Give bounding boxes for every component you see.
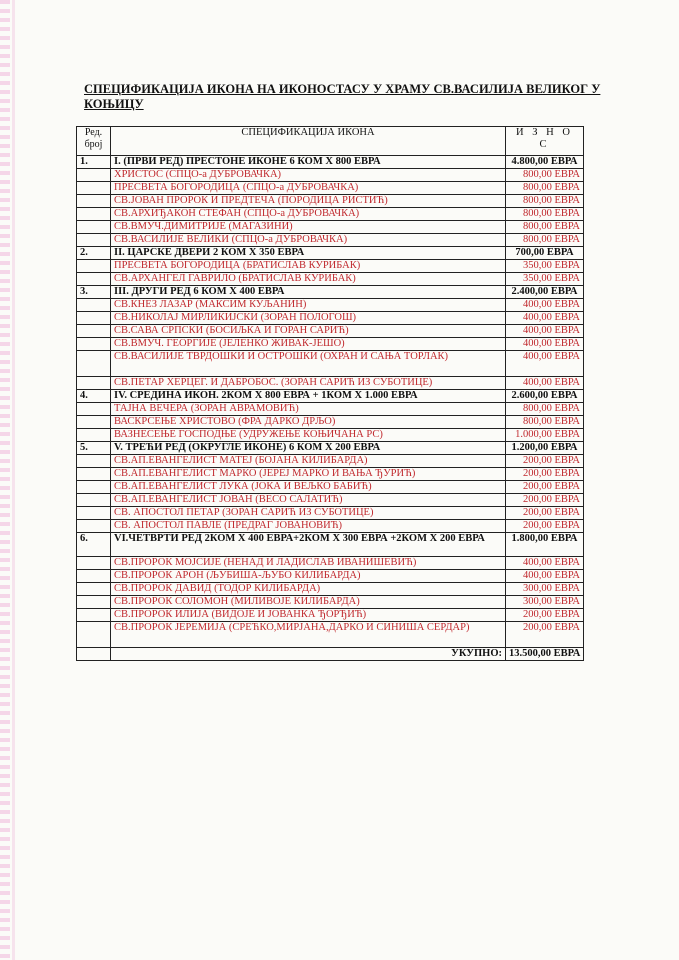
table-row bbox=[77, 416, 584, 429]
section-row bbox=[77, 390, 584, 403]
table-row bbox=[77, 273, 584, 286]
icon-name-cell: СВ. АПОСТОЛ ПЕТАР (ЗОРАН САРИЋ ИЗ СУБОТИЦЕ) bbox=[111, 507, 506, 520]
icon-name-cell: СВ.АП.ЕВАНГЕЛИСТ МАТЕЈ (БОЈАНА КИЛИБАРДА) bbox=[111, 455, 506, 468]
table-row bbox=[77, 583, 584, 596]
icon-name-cell: СВ.АП.ЕВАНГЕЛИСТ ЈОВАН (ВЕСО САЛАТИЋ) bbox=[111, 494, 506, 507]
table-row bbox=[77, 208, 584, 221]
icon-amount-cell: 400,00 ЕВРА bbox=[506, 325, 584, 338]
icon-amount-cell: 200,00 ЕВРА bbox=[506, 507, 584, 520]
empty-number-cell bbox=[77, 583, 111, 596]
icon-amount-cell: 800,00 ЕВРА bbox=[506, 416, 584, 429]
table-row bbox=[77, 195, 584, 208]
icon-amount-cell: 800,00 ЕВРА bbox=[506, 208, 584, 221]
table-row bbox=[77, 609, 584, 622]
icon-amount-cell: 200,00 ЕВРА bbox=[506, 622, 584, 648]
header-number: Ред. број bbox=[77, 127, 111, 156]
header-specification: СПЕЦИФИКАЦИЈА ИКОНА bbox=[111, 127, 506, 156]
table-row bbox=[77, 455, 584, 468]
section-title: IV. СРЕДИНА ИКОН. 2КОМ Х 800 ЕВРА + 1КОМ Х 1.000 ЕВРА bbox=[111, 390, 506, 403]
table-row bbox=[77, 507, 584, 520]
empty-number-cell bbox=[77, 507, 111, 520]
icon-name-cell: СВ.ВАСИЛИЈЕ ВЕЛИКИ (СПЦО-а ДУБРОВАЧКА) bbox=[111, 234, 506, 247]
table-row bbox=[77, 596, 584, 609]
section-title: III. ДРУГИ РЕД 6 КОМ Х 400 ЕВРА bbox=[111, 286, 506, 299]
table-row bbox=[77, 325, 584, 338]
table-row bbox=[77, 468, 584, 481]
icon-name-cell: СВ.ВМУЧ.ДИМИТРИЈЕ (МАГАЗИНИ) bbox=[111, 221, 506, 234]
empty-number-cell bbox=[77, 273, 111, 286]
document-title: СПЕЦИФИКАЦИЈА ИКОНА НА ИКОНОСТАСУ У ХРАМУ СВ.ВАСИЛИЈА ВЕЛИКОГ У КОЊИЦУ bbox=[84, 82, 601, 111]
total-amount: 13.500,00 ЕВРА bbox=[506, 648, 584, 661]
icon-name-cell: СВ.АРХИЂАКОН СТЕФАН (СПЦО-а ДУБРОВАЧКА) bbox=[111, 208, 506, 221]
icon-name-cell: ТАЈНА ВЕЧЕРА (ЗОРАН АВРАМОВИЋ) bbox=[111, 403, 506, 416]
empty-number-cell bbox=[77, 648, 111, 661]
table-body bbox=[77, 156, 584, 661]
table-row bbox=[77, 494, 584, 507]
empty-number-cell bbox=[77, 481, 111, 494]
empty-number-cell bbox=[77, 403, 111, 416]
icon-name-cell: СВ.ПРОРОК АРОН (ЉУБИША-ЉУБО КИЛИБАРДА) bbox=[111, 570, 506, 583]
icon-amount-cell: 200,00 ЕВРА bbox=[506, 520, 584, 533]
empty-number-cell bbox=[77, 325, 111, 338]
icon-amount-cell: 200,00 ЕВРА bbox=[506, 481, 584, 494]
section-number: 1. bbox=[77, 156, 111, 169]
table-row bbox=[77, 520, 584, 533]
empty-number-cell bbox=[77, 416, 111, 429]
table-row bbox=[77, 351, 584, 377]
empty-number-cell bbox=[77, 195, 111, 208]
empty-number-cell bbox=[77, 299, 111, 312]
icon-name-cell: СВ.АРХАНГЕЛ ГАВРИЛО (БРАТИСЛАВ КУРИБАК) bbox=[111, 273, 506, 286]
icon-name-cell: ПРЕСВЕТА БОГОРОДИЦА (БРАТИСЛАВ КУРИБАК) bbox=[111, 260, 506, 273]
section-amount: 2.400,00 ЕВРА bbox=[506, 286, 584, 299]
icon-name-cell: СВ.ПРОРОК ЈЕРЕМИЈА (СРЕЋКО,МИРЈАНА,ДАРКО И СИНИША СЕРДАР) bbox=[111, 622, 506, 648]
section-amount: 4.800,00 ЕВРА bbox=[506, 156, 584, 169]
table-row bbox=[77, 557, 584, 570]
icon-specification-table bbox=[76, 126, 584, 661]
header-amount: И З Н О С bbox=[506, 127, 584, 156]
icon-amount-cell: 800,00 ЕВРА bbox=[506, 169, 584, 182]
icon-amount-cell: 800,00 ЕВРА bbox=[506, 221, 584, 234]
icon-amount-cell: 400,00 ЕВРА bbox=[506, 351, 584, 377]
icon-amount-cell: 400,00 ЕВРА bbox=[506, 338, 584, 351]
empty-number-cell bbox=[77, 557, 111, 570]
icon-amount-cell: 400,00 ЕВРА bbox=[506, 570, 584, 583]
icon-amount-cell: 300,00 ЕВРА bbox=[506, 596, 584, 609]
icon-amount-cell: 800,00 ЕВРА bbox=[506, 195, 584, 208]
icon-amount-cell: 200,00 ЕВРА bbox=[506, 455, 584, 468]
empty-number-cell bbox=[77, 221, 111, 234]
icon-amount-cell: 1.000,00 ЕВРА bbox=[506, 429, 584, 442]
table-row bbox=[77, 429, 584, 442]
icon-name-cell: СВ.ЈОВАН ПРОРОК И ПРЕДТЕЧА (ПОРОДИЦА РИСТИЋ) bbox=[111, 195, 506, 208]
section-row bbox=[77, 156, 584, 169]
section-row bbox=[77, 286, 584, 299]
table-row bbox=[77, 221, 584, 234]
icon-name-cell: СВ.ВМУЧ. ГЕОРГИЈЕ (ЈЕЛЕНКО ЖИВАК-ЈЕШО) bbox=[111, 338, 506, 351]
icon-name-cell: ПРЕСВЕТА БОГОРОДИЦА (СПЦО-а ДУБРОВАЧКА) bbox=[111, 182, 506, 195]
icon-name-cell: СВ.АП.ЕВАНГЕЛИСТ ЛУКА (ЈОКА И ВЕЉКО БАБИЋ) bbox=[111, 481, 506, 494]
section-title: II. ЦАРСКЕ ДВЕРИ 2 КОМ Х 350 ЕВРА bbox=[111, 247, 506, 260]
icon-amount-cell: 400,00 ЕВРА bbox=[506, 299, 584, 312]
section-row bbox=[77, 533, 584, 557]
table-row bbox=[77, 312, 584, 325]
table-row bbox=[77, 169, 584, 182]
section-number: 6. bbox=[77, 533, 111, 557]
table-row bbox=[77, 299, 584, 312]
table-row bbox=[77, 338, 584, 351]
icon-name-cell: СВ.ПРОРОК СОЛОМОН (МИЛИВОЈЕ КИЛИБАРДА) bbox=[111, 596, 506, 609]
empty-number-cell bbox=[77, 312, 111, 325]
section-row bbox=[77, 247, 584, 260]
icon-amount-cell: 200,00 ЕВРА bbox=[506, 494, 584, 507]
icon-amount-cell: 800,00 ЕВРА bbox=[506, 182, 584, 195]
icon-name-cell: ВАЗНЕСЕЊЕ ГОСПОДЊЕ (УДРУЖЕЊЕ КОЊИЧАНА РС) bbox=[111, 429, 506, 442]
table-row bbox=[77, 182, 584, 195]
empty-number-cell bbox=[77, 570, 111, 583]
section-amount: 2.600,00 ЕВРА bbox=[506, 390, 584, 403]
section-title: V. ТРЕЋИ РЕД (ОКРУГЛЕ ИКОНЕ) 6 КОМ Х 200 ЕВРА bbox=[111, 442, 506, 455]
empty-number-cell bbox=[77, 169, 111, 182]
empty-number-cell bbox=[77, 260, 111, 273]
table-row bbox=[77, 622, 584, 648]
empty-number-cell bbox=[77, 609, 111, 622]
icon-amount-cell: 800,00 ЕВРА bbox=[506, 403, 584, 416]
empty-number-cell bbox=[77, 234, 111, 247]
icon-name-cell: СВ.ВАСИЛИЈЕ ТВРДОШКИ И ОСТРОШКИ (ОХРАН И САЊА ТОРЛАК) bbox=[111, 351, 506, 377]
icon-name-cell: СВ.САВА СРПСКИ (БОСИЉКА И ГОРАН САРИЋ) bbox=[111, 325, 506, 338]
section-amount: 700,00 ЕВРА bbox=[506, 247, 584, 260]
table-row bbox=[77, 570, 584, 583]
total-row bbox=[77, 648, 584, 661]
table-row bbox=[77, 403, 584, 416]
icon-name-cell: СВ.ПРОРОК ДАВИД (ТОДОР КИЛИБАРДА) bbox=[111, 583, 506, 596]
empty-number-cell bbox=[77, 351, 111, 377]
empty-number-cell bbox=[77, 429, 111, 442]
pink-edge-stain-2 bbox=[12, 0, 15, 960]
icon-amount-cell: 200,00 ЕВРА bbox=[506, 468, 584, 481]
icon-name-cell: СВ.ПРОРОК МОЈСИЈЕ (НЕНАД И ЛАДИСЛАВ ИВАНИШЕВИЋ) bbox=[111, 557, 506, 570]
section-amount: 1.800,00 ЕВРА bbox=[506, 533, 584, 557]
empty-number-cell bbox=[77, 377, 111, 390]
empty-number-cell bbox=[77, 622, 111, 648]
icon-amount-cell: 400,00 ЕВРА bbox=[506, 557, 584, 570]
section-amount: 1.200,00 ЕВРА bbox=[506, 442, 584, 455]
section-title: VI.ЧЕТВРТИ РЕД 2КОМ Х 400 ЕВРА+2КОМ Х 300 ЕВРА +2КОМ Х 200 ЕВРА bbox=[111, 533, 506, 557]
section-number: 3. bbox=[77, 286, 111, 299]
empty-number-cell bbox=[77, 455, 111, 468]
icon-name-cell: СВ. АПОСТОЛ ПАВЛЕ (ПРЕДРАГ ЈОВАНОВИЋ) bbox=[111, 520, 506, 533]
empty-number-cell bbox=[77, 338, 111, 351]
icon-name-cell: СВ.НИКОЛАЈ МИРЛИКИЈСКИ (ЗОРАН ПОЛОГОШ) bbox=[111, 312, 506, 325]
empty-number-cell bbox=[77, 596, 111, 609]
table-row bbox=[77, 481, 584, 494]
icon-name-cell: СВ.АП.ЕВАНГЕЛИСТ МАРКО (ЈЕРЕЈ МАРКО И ВАЊА ЂУРИЋ) bbox=[111, 468, 506, 481]
section-number: 2. bbox=[77, 247, 111, 260]
icon-name-cell: СВ.ПЕТАР ХЕРЦЕГ. И ДАБРОБОС. (ЗОРАН САРИЋ ИЗ СУБОТИЦЕ) bbox=[111, 377, 506, 390]
empty-number-cell bbox=[77, 520, 111, 533]
section-number: 5. bbox=[77, 442, 111, 455]
icon-amount-cell: 200,00 ЕВРА bbox=[506, 609, 584, 622]
icon-amount-cell: 400,00 ЕВРА bbox=[506, 377, 584, 390]
table-header-row bbox=[77, 127, 584, 156]
section-title: I. (ПРВИ РЕД) ПРЕСТОНЕ ИКОНЕ 6 КОМ Х 800 ЕВРА bbox=[111, 156, 506, 169]
icon-name-cell: СВ.КНЕЗ ЛАЗАР (МАКСИМ КУЉАНИН) bbox=[111, 299, 506, 312]
icon-name-cell: СВ.ПРОРОК ИЛИЈА (ВИДОЈЕ И ЈОВАНКА ЂОРЂИЋ) bbox=[111, 609, 506, 622]
section-row bbox=[77, 442, 584, 455]
icon-name-cell: ХРИСТОС (СПЦО-а ДУБРОВАЧКА) bbox=[111, 169, 506, 182]
icon-amount-cell: 300,00 ЕВРА bbox=[506, 583, 584, 596]
icon-amount-cell: 800,00 ЕВРА bbox=[506, 234, 584, 247]
table-row bbox=[77, 377, 584, 390]
pink-edge-stain bbox=[0, 0, 10, 960]
table-row bbox=[77, 234, 584, 247]
icon-name-cell: ВАСКРСЕЊЕ ХРИСТОВО (ФРА ДАРКО ДРЉО) bbox=[111, 416, 506, 429]
icon-amount-cell: 350,00 ЕВРА bbox=[506, 273, 584, 286]
empty-number-cell bbox=[77, 494, 111, 507]
icon-amount-cell: 350,00 ЕВРА bbox=[506, 260, 584, 273]
empty-number-cell bbox=[77, 468, 111, 481]
section-number: 4. bbox=[77, 390, 111, 403]
empty-number-cell bbox=[77, 208, 111, 221]
total-label: УКУПНО: bbox=[111, 648, 506, 661]
empty-number-cell bbox=[77, 182, 111, 195]
icon-amount-cell: 400,00 ЕВРА bbox=[506, 312, 584, 325]
table-row bbox=[77, 260, 584, 273]
